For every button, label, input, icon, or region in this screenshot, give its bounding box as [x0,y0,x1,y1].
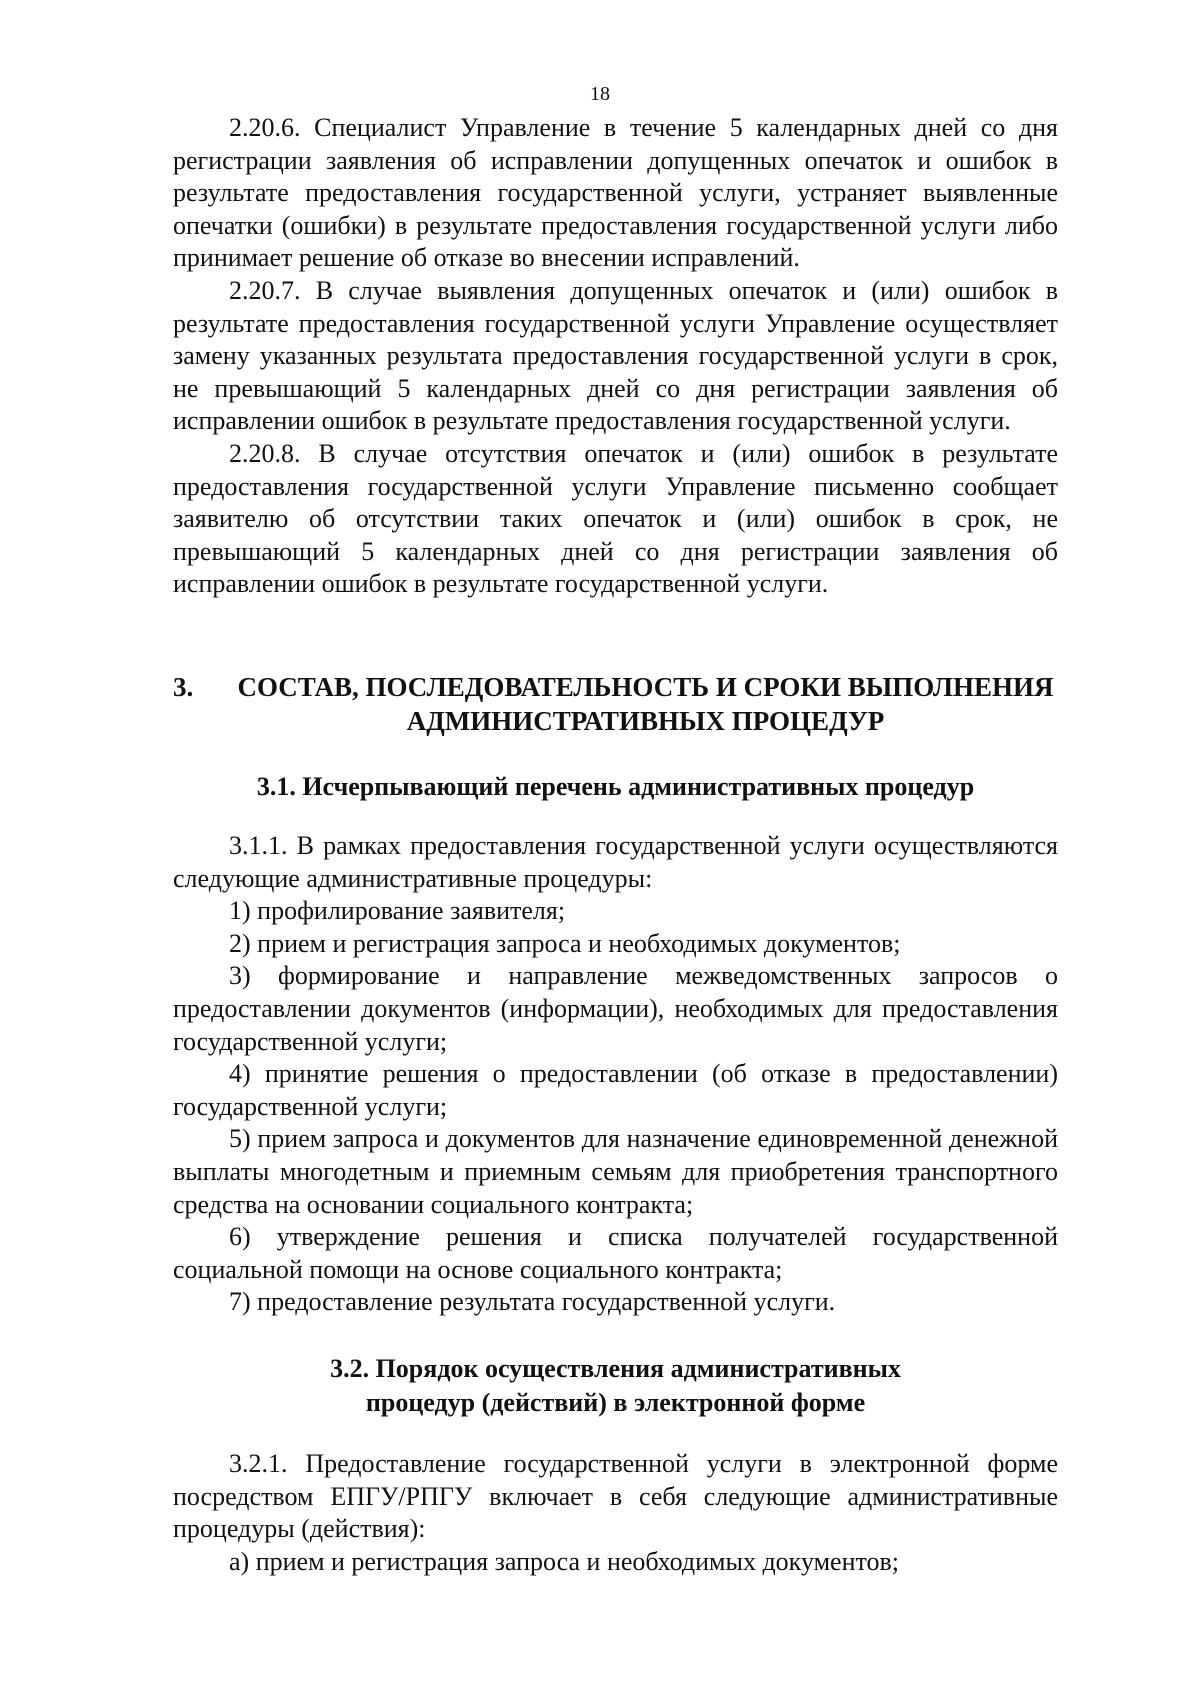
list-item: 2) прием и регистрация запроса и необходимых документов; [229,928,901,958]
section-number: 3. [173,672,194,702]
subsection-title-line2: процедур (действий) в электронной форме [365,1388,866,1417]
section-title-line1: СОСТАВ, ПОСЛЕДОВАТЕЛЬНОСТЬ И СРОКИ ВЫПОЛНЕНИЯ [237,672,1054,702]
subsection-3-2-body [173,1448,1058,1578]
subsection-3-2-heading [173,1352,1058,1420]
list-item: 4) принятие решения о предоставлении (об отказе в предоставлении) государственной услуги; [173,1059,1058,1121]
paragraphs-top [173,112,1058,601]
section-3-heading [173,670,1058,738]
page-number: 18 [590,83,610,105]
section-title-line2: АДМИНИСТРАТИВНЫХ ПРОЦЕДУР [406,706,885,736]
paragraph-3-2-1: 3.2.1. Предоставление государственной услуги в электронной форме посредством ЕПГУ/РПГУ включает в себя следующие административные процедуры (действия): [173,1449,1058,1544]
list-item: 6) утверждение решения и списка получателей государственной социальной помощи на основе социального контракта; [173,1222,1058,1284]
subsection-title: 3.1. Исчерпывающий перечень административных процедур [256,772,975,801]
subsection-title-line1: 3.2. Порядок осуществления административных [330,1354,901,1383]
paragraph-2-20-7: 2.20.7. В случае выявления допущенных опечаток и (или) ошибок в результате предоставления государственной услуги Управление осуществляет замену указанных результата предоставления государственной услуги в срок, не превышающий 5 календарных дней со дня регистрации заявления об исправлении ошибок в результате предоставления государственной услуги. [173,275,1058,436]
list-item: 5) прием запроса и документов для назначение единовременной денежной выплаты многодетным и приемным семьям для приобретения транспортного средства на основании социального контракта; [173,1124,1058,1219]
paragraph-2-20-6: 2.20.6. Специалист Управление в течение 5 календарных дней со дня регистрации заявления об исправлении допущенных опечаток и ошибок в результате предоставления государственной услуги, устраняет выявленные опечатки (ошибки) в результате предоставления государственной услуги либо принимает решение об отказе во внесении исправлений. [173,113,1058,273]
subsection-3-1-body [173,830,1058,1319]
subsection-3-1-heading [173,770,1058,804]
list-item: 3) формирование и направление межведомственных запросов о предоставлении документов (информации), необходимых для предоставления государственной услуги; [173,961,1058,1056]
paragraph-3-1-1: 3.1.1. В рамках предоставления государственной услуги осуществляются следующие административные процедуры: [173,831,1058,893]
list-item: а) прием и регистрация запроса и необходимых документов; [229,1546,900,1576]
list-item: 7) предоставление результата государственной услуги. [229,1287,836,1317]
list-item: 1) профилирование заявителя; [229,896,566,926]
paragraph-2-20-8: 2.20.8. В случае отсутствия опечаток и (или) ошибок в результате предоставления государственной услуги Управление письменно сообщает заявителю об отсутствии таких опечаток и (или) ошибок в срок, не превышающий 5 календарных дней со дня регистрации заявления об исправлении ошибок в результате государственной услуги. [173,438,1058,599]
